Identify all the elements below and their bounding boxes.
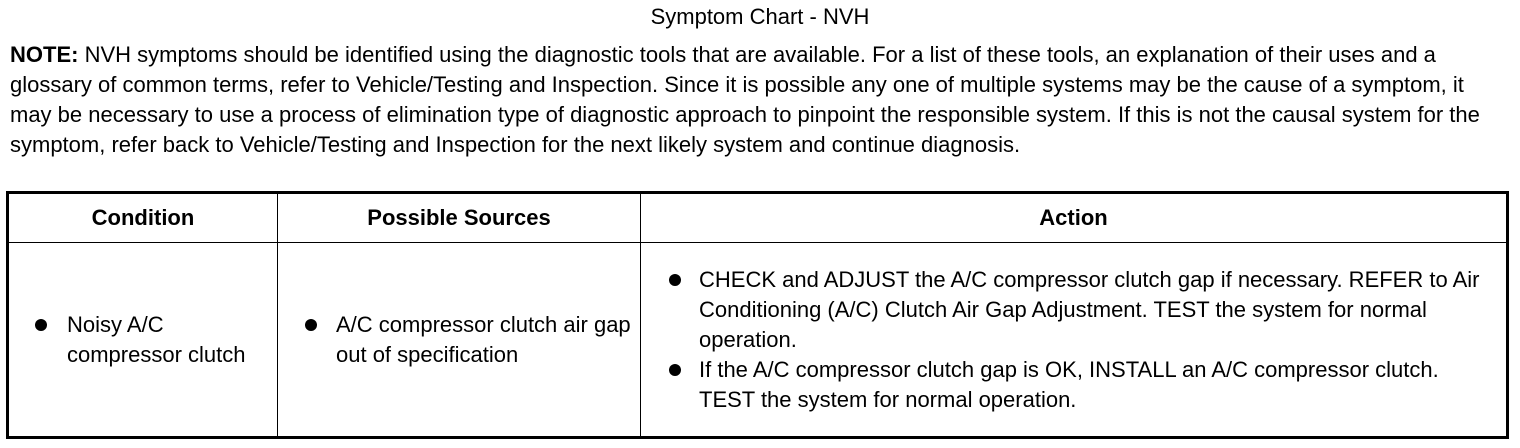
bullet-icon — [35, 319, 47, 331]
action-item — [641, 265, 1506, 355]
action-text: If the A/C compressor clutch gap is OK, INSTALL an A/C compressor clutch. TEST the system for normal operation. — [699, 356, 1439, 412]
action-text: CHECK and ADJUST the A/C compressor clutch gap if necessary. REFER to Air Conditioning (A/C) Clutch Air Gap Adjustment. TEST the system for normal operation. — [699, 266, 1480, 352]
note-text: NVH symptoms should be identified using the diagnostic tools that are available. For a list of these tools, an explanation of their uses and a glossary of common terms, refer to Vehicle/Testing and Inspection. Since it is possible any one of multiple systems may be the cause of a symptom, it may be necessary to use a process of elimination type of diagnostic approach to pinpoint the responsible system. If this is not the causal system for the symptom, refer back to Vehicle/Testing and Inspection for the next likely system and continue diagnosis. — [10, 42, 1480, 157]
table-header-row — [8, 193, 1508, 243]
bullet-icon — [669, 274, 681, 286]
condition-item — [9, 310, 277, 370]
header-possible-sources: Possible Sources — [278, 193, 641, 243]
action-cell — [641, 243, 1508, 438]
source-text: A/C compressor clutch air gap out of specification — [336, 311, 631, 367]
sources-cell — [278, 243, 641, 438]
action-item — [641, 355, 1506, 415]
bullet-icon — [305, 319, 317, 331]
condition-cell — [8, 243, 278, 438]
symptom-table — [6, 191, 1509, 439]
note-paragraph — [10, 40, 1510, 160]
source-item — [278, 310, 640, 370]
header-action: Action — [641, 193, 1508, 243]
condition-text: Noisy A/C compressor clutch — [67, 311, 246, 367]
table-row — [8, 243, 1508, 438]
note-label: NOTE: — [10, 42, 79, 67]
bullet-icon — [669, 364, 681, 376]
page-title: Symptom Chart - NVH — [650, 4, 870, 29]
header-condition: Condition — [8, 193, 278, 243]
